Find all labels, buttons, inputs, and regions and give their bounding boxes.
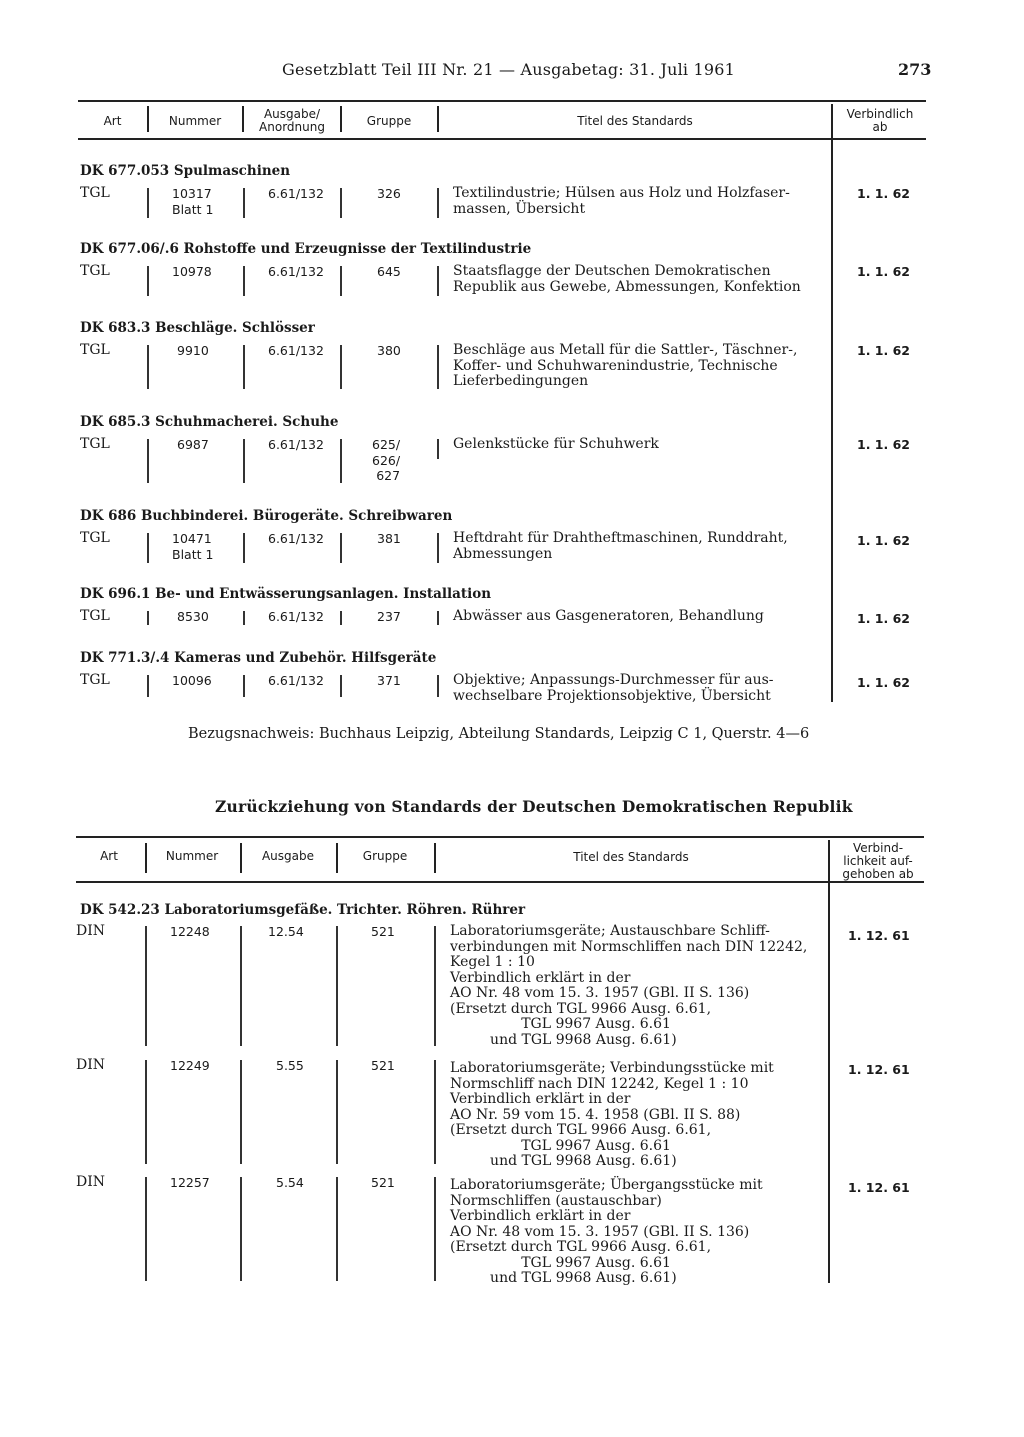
cell-art: TGL	[80, 263, 110, 279]
verbindlich-column-rule	[828, 883, 830, 1283]
cell-divider	[240, 1177, 242, 1281]
cell-gruppe: 645	[377, 264, 401, 279]
column-header-nummer: Nummer	[165, 849, 219, 863]
cell-divider	[340, 439, 342, 483]
cell-divider	[147, 439, 149, 483]
section-title: Zurückziehung von Standards der Deutschen Demokratischen Republik	[215, 797, 853, 816]
cell-ausgabe: 6.61/132	[268, 264, 324, 279]
cell-divider	[243, 611, 245, 625]
cell-divider	[243, 266, 245, 296]
cell-titel: Abwässer aus Gasgeneratoren, Behandlung	[453, 608, 764, 624]
cell-gruppe: 625/ 626/ 627	[372, 437, 401, 483]
section-heading: DK 686 Buchbinderei. Bürogeräte. Schreibwaren	[80, 508, 453, 524]
cell-divider	[147, 533, 149, 563]
cell-divider	[145, 1177, 147, 1281]
column-header-ausgabe: Ausgabe	[261, 849, 315, 863]
cell-nummer: 12248	[170, 924, 210, 939]
section-heading: DK 677.053 Spulmaschinen	[80, 163, 291, 179]
cell-divider	[437, 266, 439, 296]
section-heading: DK 683.3 Beschläge. Schlösser	[80, 320, 315, 336]
cell-divider	[437, 675, 439, 697]
cell-verbindlich: 1. 12. 61	[848, 1062, 910, 1077]
cell-divider	[145, 926, 147, 1046]
cell-gruppe: 237	[377, 609, 401, 624]
cell-divider	[340, 675, 342, 697]
table-header-rule	[78, 138, 926, 140]
cell-nummer: 10471 Blatt 1	[172, 531, 214, 562]
cell-divider	[434, 1060, 436, 1164]
cell-verbindlich: 1. 1. 62	[857, 264, 910, 279]
table-top-rule	[76, 836, 924, 838]
section-heading: DK 696.1 Be- und Entwässerungsanlagen. Installation	[80, 586, 492, 602]
cell-nummer: 10317 Blatt 1	[172, 186, 214, 217]
cell-verbindlich: 1. 1. 62	[857, 675, 910, 690]
cell-divider	[145, 1060, 147, 1164]
section-heading: DK 677.06/.6 Rohstoffe und Erzeugnisse der Textilindustrie	[80, 241, 532, 257]
cell-divider	[336, 1060, 338, 1164]
cell-divider	[437, 611, 439, 625]
cell-ausgabe: 5.55	[276, 1058, 304, 1073]
cell-ausgabe: 6.61/132	[268, 673, 324, 688]
cell-art: TGL	[80, 436, 110, 452]
cell-titel: Laboratoriumsgeräte; Verbindungsstücke mit Normschliff nach DIN 12242, Kegel 1 : 10 Verbindlich erklärt in der AO Nr. 59 vom 15. 4. 1958 (GBl. II S. 88) (Ersetzt durch TGL 9966 Ausg. 6.61, TGL 9967 Ausg. 6.61 und TGL 9968 Ausg. 6.61)	[450, 1060, 774, 1169]
cell-divider	[434, 926, 436, 1046]
cell-divider	[147, 611, 149, 625]
section-heading: DK 685.3 Schuhmacherei. Schuhe	[80, 414, 339, 430]
cell-nummer: 12257	[170, 1175, 210, 1190]
cell-divider	[240, 1060, 242, 1164]
cell-verbindlich: 1. 12. 61	[848, 928, 910, 943]
section-heading: DK 771.3/.4 Kameras und Zubehör. Hilfsgeräte	[80, 650, 437, 666]
cell-divider	[437, 439, 439, 459]
header-divider	[242, 106, 244, 132]
cell-divider	[240, 926, 242, 1046]
cell-verbindlich: 1. 1. 62	[857, 533, 910, 548]
cell-titel: Laboratoriumsgeräte; Übergangsstücke mit Normschliffen (austauschbar) Verbindlich erklärt in der AO Nr. 48 vom 15. 3. 1957 (GBl. II S. 136) (Ersetzt durch TGL 9966 Ausg. 6.61, TGL 9967 Ausg. 6.61 und TGL 9968 Ausg. 6.61)	[450, 1177, 763, 1286]
cell-verbindlich: 1. 1. 62	[857, 437, 910, 452]
page-header-title: Gesetzblatt Teil III Nr. 21 — Ausgabetag: 31. Juli 1961	[282, 60, 736, 79]
cell-art: TGL	[80, 608, 110, 624]
cell-ausgabe: 6.61/132	[268, 531, 324, 546]
cell-titel: Beschläge aus Metall für die Sattler-, Täschner-, Koffer- und Schuhwarenindustrie, Technische Lieferbedingungen	[453, 342, 798, 389]
table-top-rule	[78, 100, 926, 102]
cell-nummer: 8530	[177, 609, 209, 624]
cell-art: TGL	[80, 185, 110, 201]
cell-art: DIN	[76, 1174, 106, 1190]
column-header-gruppe: Gruppe	[366, 114, 412, 128]
cell-divider	[437, 188, 439, 218]
page-number: 273	[898, 60, 932, 79]
section-heading: DK 542.23 Laboratoriumsgefäße. Trichter. Röhren. Rührer	[80, 902, 526, 918]
cell-divider	[437, 345, 439, 389]
cell-gruppe: 521	[371, 1058, 395, 1073]
header-divider	[437, 106, 439, 132]
column-header-titel: Titel des Standards	[577, 114, 693, 128]
verbindlich-column-rule	[831, 140, 833, 702]
cell-divider	[243, 439, 245, 483]
cell-nummer: 12249	[170, 1058, 210, 1073]
column-header-verbindlich: Verbindlich ab	[846, 107, 914, 134]
column-header-ausgabe: Ausgabe/ Anordnung	[259, 107, 325, 134]
column-header-titel: Titel des Standards	[573, 850, 689, 864]
cell-nummer: 9910	[177, 343, 209, 358]
cell-gruppe: 521	[371, 1175, 395, 1190]
cell-divider	[147, 345, 149, 389]
cell-verbindlich: 1. 1. 62	[857, 611, 910, 626]
header-divider	[340, 106, 342, 132]
cell-ausgabe: 6.61/132	[268, 437, 324, 452]
cell-titel: Textilindustrie; Hülsen aus Holz und Holzfaser- massen, Übersicht	[453, 185, 790, 217]
cell-nummer: 10096	[172, 673, 212, 688]
cell-divider	[434, 1177, 436, 1281]
cell-ausgabe: 5.54	[276, 1175, 304, 1190]
header-divider	[828, 840, 830, 881]
bezugsnachweis-note: Bezugsnachweis: Buchhaus Leipzig, Abteilung Standards, Leipzig C 1, Querstr. 4—6	[188, 726, 810, 742]
cell-nummer: 10978	[172, 264, 212, 279]
header-divider	[147, 106, 149, 132]
cell-divider	[340, 533, 342, 563]
cell-verbindlich: 1. 1. 62	[857, 186, 910, 201]
cell-nummer: 6987	[177, 437, 209, 452]
cell-divider	[340, 266, 342, 296]
cell-divider	[243, 533, 245, 563]
cell-gruppe: 381	[377, 531, 401, 546]
cell-art: DIN	[76, 1057, 106, 1073]
cell-divider	[243, 675, 245, 697]
cell-divider	[437, 533, 439, 563]
header-divider	[831, 104, 833, 138]
cell-divider	[340, 188, 342, 218]
column-header-art: Art	[100, 849, 118, 863]
column-header-nummer: Nummer	[168, 114, 222, 128]
cell-art: TGL	[80, 342, 110, 358]
cell-art: TGL	[80, 672, 110, 688]
cell-titel: Gelenkstücke für Schuhwerk	[453, 436, 659, 452]
cell-divider	[147, 675, 149, 697]
column-header-art: Art	[103, 114, 122, 128]
cell-titel: Objektive; Anpassungs-Durchmesser für aus- wechselbare Projektionsobjektive, Übersicht	[453, 672, 774, 704]
cell-divider	[340, 611, 342, 625]
cell-ausgabe: 12.54	[268, 924, 304, 939]
cell-divider	[243, 188, 245, 218]
cell-titel: Laboratoriumsgeräte; Austauschbare Schliff- verbindungen mit Normschliffen nach DIN 12242, Kegel 1 : 10 Verbindlich erklärt in der AO Nr. 48 vom 15. 3. 1957 (GBl. II S. 136) (Ersetzt durch TGL 9966 Ausg. 6.61, TGL 9967 Ausg. 6.61 und TGL 9968 Ausg. 6.61)	[450, 923, 808, 1048]
cell-titel: Heftdraht für Drahtheftmaschinen, Runddraht, Abmessungen	[453, 530, 788, 562]
cell-art: DIN	[76, 923, 106, 939]
cell-ausgabe: 6.61/132	[268, 186, 324, 201]
column-header-gruppe: Gruppe	[362, 849, 408, 863]
cell-ausgabe: 6.61/132	[268, 343, 324, 358]
cell-divider	[147, 266, 149, 296]
cell-titel: Staatsflagge der Deutschen Demokratischen Republik aus Gewebe, Abmessungen, Konfektion	[453, 263, 801, 295]
cell-gruppe: 371	[377, 673, 401, 688]
cell-ausgabe: 6.61/132	[268, 609, 324, 624]
cell-gruppe: 380	[377, 343, 401, 358]
cell-art: TGL	[80, 530, 110, 546]
cell-gruppe: 521	[371, 924, 395, 939]
column-header-verbindlich: Verbind- lichkeit auf- gehoben ab	[842, 841, 914, 881]
cell-divider	[340, 345, 342, 389]
cell-verbindlich: 1. 1. 62	[857, 343, 910, 358]
cell-divider	[243, 345, 245, 389]
cell-divider	[336, 1177, 338, 1281]
cell-divider	[336, 926, 338, 1046]
cell-gruppe: 326	[377, 186, 401, 201]
table-header-rule	[76, 881, 924, 883]
cell-verbindlich: 1. 12. 61	[848, 1180, 910, 1195]
cell-divider	[147, 188, 149, 218]
